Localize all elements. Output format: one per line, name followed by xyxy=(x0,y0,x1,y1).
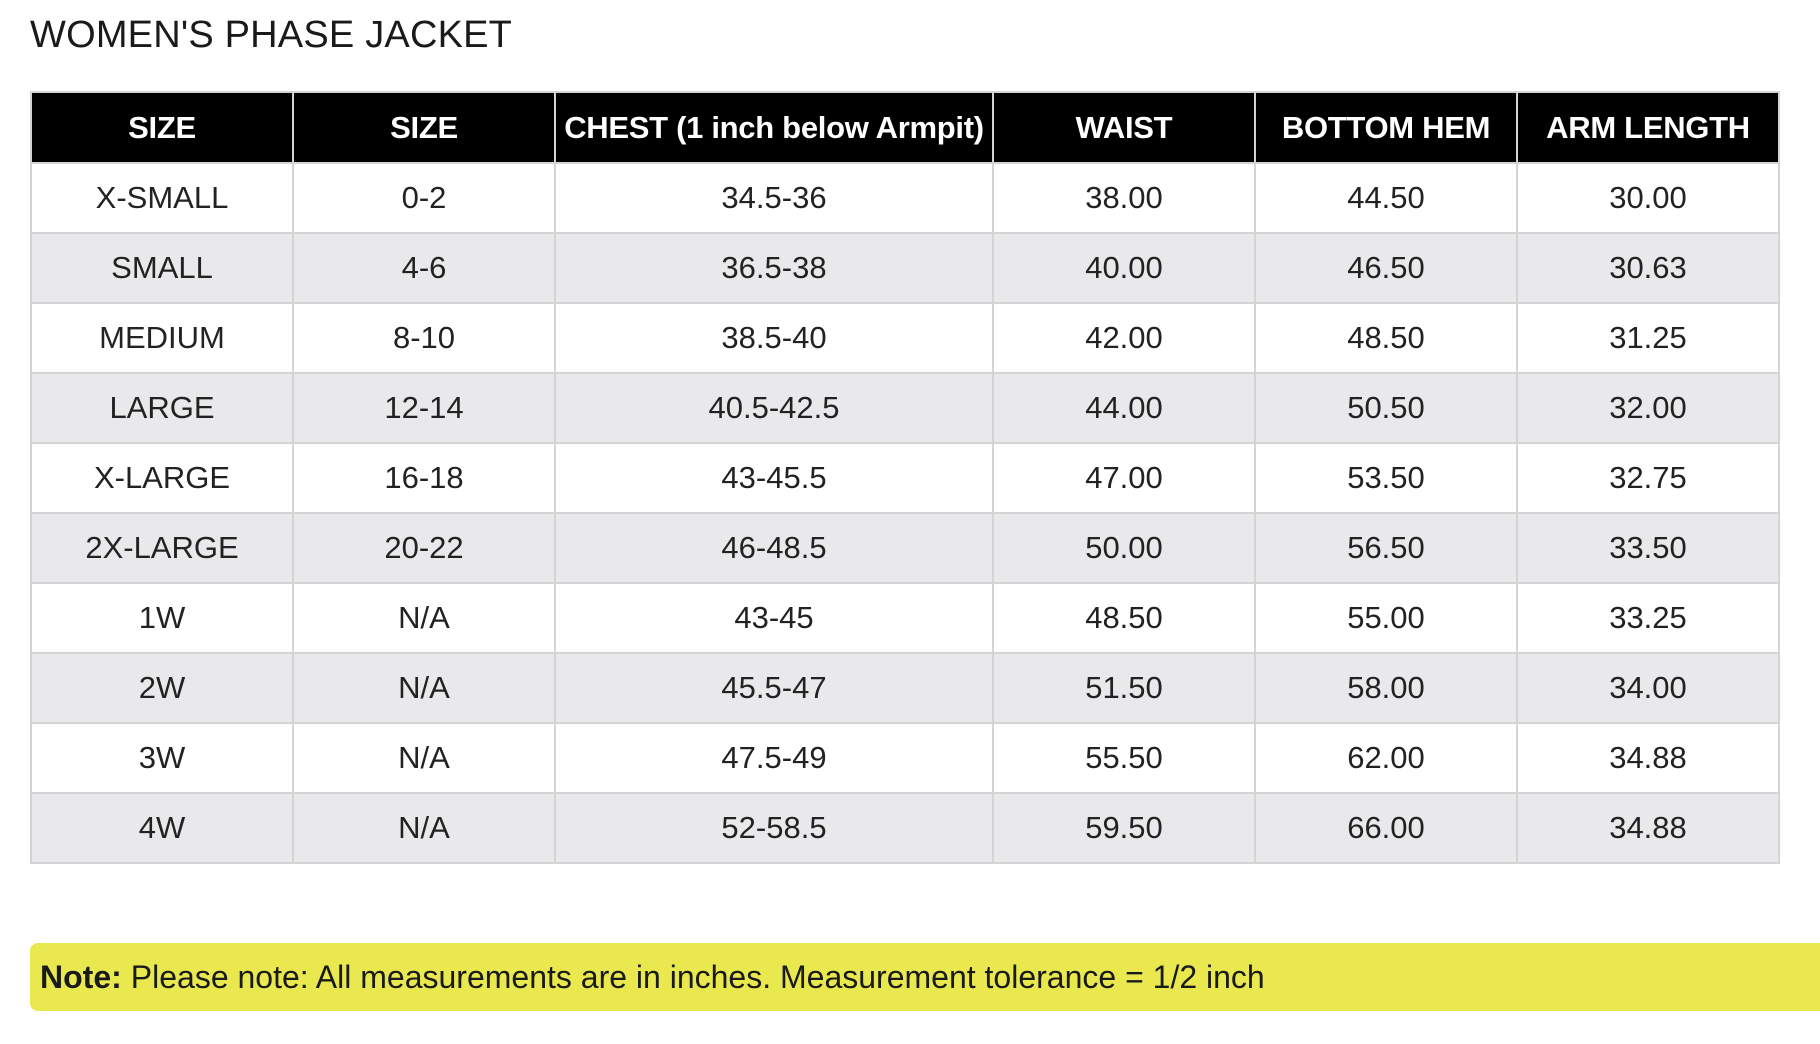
cell-waist: 38.00 xyxy=(993,163,1255,233)
cell-size-numeric: N/A xyxy=(293,723,555,793)
cell-waist: 48.50 xyxy=(993,583,1255,653)
cell-bottom-hem: 48.50 xyxy=(1255,303,1517,373)
table-row xyxy=(31,303,1779,373)
table-row xyxy=(31,583,1779,653)
cell-size-numeric: 16-18 xyxy=(293,443,555,513)
cell-bottom-hem: 58.00 xyxy=(1255,653,1517,723)
table-row xyxy=(31,513,1779,583)
cell-chest: 47.5-49 xyxy=(555,723,993,793)
cell-chest: 52-58.5 xyxy=(555,793,993,863)
cell-bottom-hem: 56.50 xyxy=(1255,513,1517,583)
cell-bottom-hem: 62.00 xyxy=(1255,723,1517,793)
cell-chest: 46-48.5 xyxy=(555,513,993,583)
cell-arm-length: 34.88 xyxy=(1517,723,1779,793)
cell-waist: 47.00 xyxy=(993,443,1255,513)
cell-bottom-hem: 46.50 xyxy=(1255,233,1517,303)
cell-size-numeric: N/A xyxy=(293,793,555,863)
cell-bottom-hem: 50.50 xyxy=(1255,373,1517,443)
cell-arm-length: 30.63 xyxy=(1517,233,1779,303)
table-body xyxy=(31,163,1779,863)
cell-arm-length: 33.50 xyxy=(1517,513,1779,583)
cell-size-numeric: N/A xyxy=(293,583,555,653)
cell-arm-length: 34.88 xyxy=(1517,793,1779,863)
cell-waist: 51.50 xyxy=(993,653,1255,723)
note-bar xyxy=(30,943,1820,1011)
cell-arm-length: 32.00 xyxy=(1517,373,1779,443)
header-waist: WAIST xyxy=(993,92,1255,163)
table-row xyxy=(31,233,1779,303)
cell-size: 1W xyxy=(31,583,293,653)
cell-chest: 34.5-36 xyxy=(555,163,993,233)
table-row xyxy=(31,373,1779,443)
cell-size-numeric: 12-14 xyxy=(293,373,555,443)
cell-size-numeric: 4-6 xyxy=(293,233,555,303)
cell-bottom-hem: 55.00 xyxy=(1255,583,1517,653)
cell-waist: 40.00 xyxy=(993,233,1255,303)
size-chart-table xyxy=(30,91,1780,864)
page-title: WOMEN'S PHASE JACKET xyxy=(30,14,513,56)
cell-bottom-hem: 66.00 xyxy=(1255,793,1517,863)
cell-size: X-SMALL xyxy=(31,163,293,233)
cell-size-numeric: 20-22 xyxy=(293,513,555,583)
header-size: SIZE xyxy=(31,92,293,163)
cell-size: 3W xyxy=(31,723,293,793)
cell-size: LARGE xyxy=(31,373,293,443)
table-row xyxy=(31,653,1779,723)
cell-waist: 42.00 xyxy=(993,303,1255,373)
cell-arm-length: 30.00 xyxy=(1517,163,1779,233)
header-chest: CHEST (1 inch below Armpit) xyxy=(555,92,993,163)
cell-size: 4W xyxy=(31,793,293,863)
cell-size: 2W xyxy=(31,653,293,723)
cell-chest: 40.5-42.5 xyxy=(555,373,993,443)
cell-waist: 59.50 xyxy=(993,793,1255,863)
header-arm-length: ARM LENGTH xyxy=(1517,92,1779,163)
table-header-row xyxy=(31,92,1779,163)
cell-waist: 44.00 xyxy=(993,373,1255,443)
cell-size: 2X-LARGE xyxy=(31,513,293,583)
table-row xyxy=(31,443,1779,513)
cell-size: X-LARGE xyxy=(31,443,293,513)
cell-size-numeric: N/A xyxy=(293,653,555,723)
cell-size: SMALL xyxy=(31,233,293,303)
cell-chest: 43-45.5 xyxy=(555,443,993,513)
cell-chest: 45.5-47 xyxy=(555,653,993,723)
cell-arm-length: 34.00 xyxy=(1517,653,1779,723)
cell-chest: 38.5-40 xyxy=(555,303,993,373)
cell-size-numeric: 0-2 xyxy=(293,163,555,233)
cell-bottom-hem: 44.50 xyxy=(1255,163,1517,233)
table-row xyxy=(31,793,1779,863)
cell-waist: 50.00 xyxy=(993,513,1255,583)
cell-arm-length: 31.25 xyxy=(1517,303,1779,373)
cell-size-numeric: 8-10 xyxy=(293,303,555,373)
table-row xyxy=(31,163,1779,233)
header-bottom-hem: BOTTOM HEM xyxy=(1255,92,1517,163)
cell-chest: 36.5-38 xyxy=(555,233,993,303)
cell-arm-length: 32.75 xyxy=(1517,443,1779,513)
cell-chest: 43-45 xyxy=(555,583,993,653)
cell-bottom-hem: 53.50 xyxy=(1255,443,1517,513)
cell-waist: 55.50 xyxy=(993,723,1255,793)
header-size-numeric: SIZE xyxy=(293,92,555,163)
table-row xyxy=(31,723,1779,793)
cell-arm-length: 33.25 xyxy=(1517,583,1779,653)
note-text: Please note: All measurements are in inches. Measurement tolerance = 1/2 inch xyxy=(130,958,1265,995)
note-label: Note: xyxy=(40,958,122,995)
cell-size: MEDIUM xyxy=(31,303,293,373)
